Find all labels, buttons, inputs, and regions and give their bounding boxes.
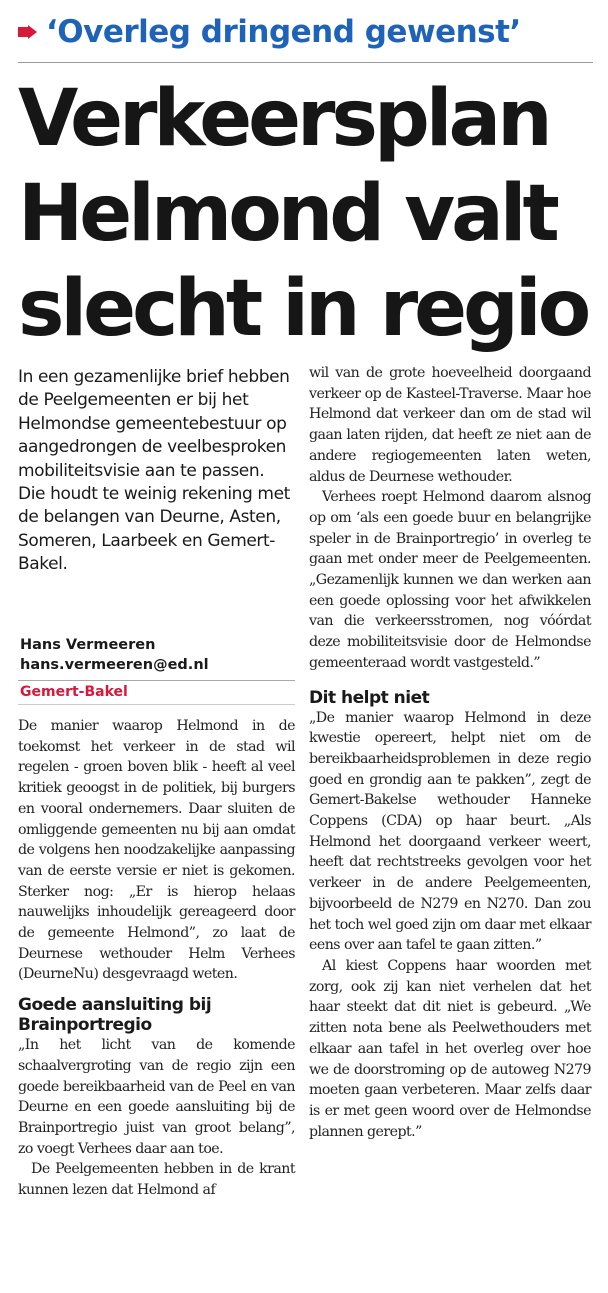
body-paragraph: De Peelgemeenten hebben in de krant kunnen lezen dat Helmond af — [18, 1161, 295, 1199]
kicker-text: ‘Overleg dringend gewenst’ — [46, 14, 521, 50]
location-tag: Gemert-Bakel — [20, 684, 128, 700]
body-paragraph: „De manier waarop Helmond in deze kwestie opereert, helpt niet om de bereikbaarheidsproblemen in deze regio goed en grondig aan te pakken”, zegt de Gemert-Bakelse wethouder Hanneke Coppens (CDA) op haar beurt. „Als Helmond het doorgaand verkeer weert, heeft dat rechtstreeks gevolgen voor het verkeer in de andere Peelgemeenten, bijvoorbeeld de N279 en N270. Dan zou het toch wel goed zijn om daar met elkaar eens over aan tafel te gaan zitten.” — [309, 709, 591, 954]
body-paragraph-continued: wil van de grote hoeveelheid doorgaand verkeer op de Kasteel-Traverse. Maar hoe Helmond dat verkeer dan om de stad wil gaan laten rijden, dat heeft ze niet aan de andere regiogemeenten laten weten, aldus de Deurnese wethouder. — [309, 365, 591, 485]
headline — [18, 72, 598, 357]
body-paragraph: „In het licht van de komende schaalvergroting van de regio zijn een goede bereikbaarheid van de Peel en van Deurne en een goede aansluiting bij de Brainportregio juist van groot belang”, zo voegt Verhees daar aan toe. — [18, 1037, 295, 1157]
body-paragraph: Verhees roept Helmond daarom alsnog op om ‘als een goede buur en belangrijke speler in de Brainportregio’ in overleg te gaan met onder meer de Peelgemeenten. „Gezamenlijk kunnen we dan werken aan een goede oplossing voor het afwikkelen van die verkeersstromen, nog vóórdat deze mobiliteitsvisie door de Helmondse gemeenteraad wordt vastgesteld.” — [309, 489, 591, 671]
kicker — [18, 14, 593, 50]
location-divider — [18, 704, 295, 705]
subheading-brainport: Goede aansluiting bij Brainportregio — [18, 995, 212, 1036]
kicker-divider — [18, 62, 593, 63]
body-column-right — [309, 363, 591, 1142]
headline-line-1: Verkeersplan — [18, 74, 549, 164]
author-name: Hans Vermeeren — [20, 637, 156, 653]
byline — [20, 635, 295, 675]
subheading-dit-helpt-niet: Dit helpt niet — [309, 687, 430, 708]
headline-line-2: Helmond valt — [18, 169, 556, 259]
body-paragraph: Al kiest Coppens haar woorden met zorg, ook zij kan niet verhelen dat het haar steekt dat dit niet is gebeurd. „We zitten nota bene als Peelwethouders met elkaar aan tafel in het overleg over hoe we de doorstroming op de autoweg N279 moeten gaan verbeteren. Maar zelfs daar is er met geen woord over de Helmondse plannen gerept.” — [309, 957, 591, 1140]
body-paragraph: De manier waarop Helmond in de toekomst het verkeer in de stad wil regelen - groen boven blik - heeft al veel kritiek geoogst in de politiek, bij burgers en vooral ondernemers. Daar sluiten de omliggende gemeenten nu bij aan omdat de volgens hen noodzakelijke aanpassing van de eerste versie er niet is gekomen. Sterker nog: „Er is hierop helaas nauwelijks inhoudelijk gereageerd door de gemeente Helmond”, zo laat de Deurnese wethouder Helm Verhees (DeurneNu) desgevraagd weten. — [18, 718, 295, 983]
author-email[interactable]: hans.vermeeren@ed.nl — [20, 657, 209, 673]
byline-divider — [18, 680, 295, 681]
red-arrow-bullet-icon — [18, 23, 40, 41]
headline-line-3: slecht in regio — [18, 264, 588, 354]
intro-lead: In een gezamenlijke brief hebben de Peelgemeenten er bij het Helmondse gemeentebestuur op aangedrongen de veelbesproken mobiliteitsvisie aan te passen. Die houdt te weinig rekening met de belangen van Deurne, Asten, Someren, Laarbeek en Gemert-Bakel. — [18, 367, 290, 575]
body-column-left — [18, 716, 295, 1201]
